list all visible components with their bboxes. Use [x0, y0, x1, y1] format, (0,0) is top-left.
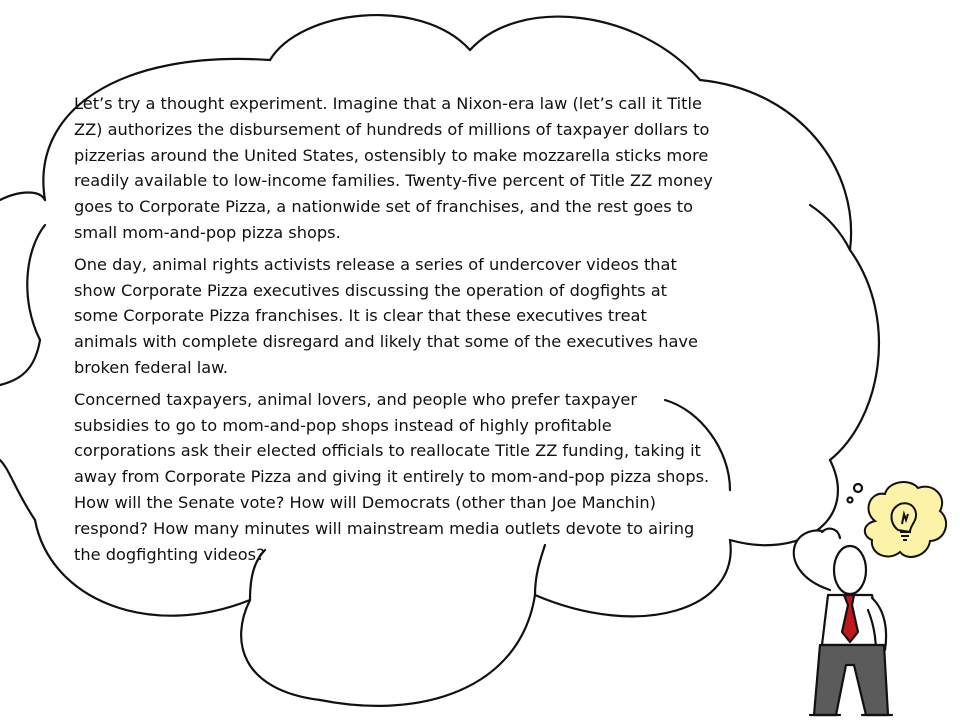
thought-text [74, 91, 714, 573]
thinking-man-illustration [770, 470, 960, 720]
paragraph-3: Concerned taxpayers, animal lovers, and people who prefer taxpayer subsidies to go to mom-and-pop shops instead of highly profitable corporations ask their elected officials to reallocate Title ZZ funding, taking it away from Corporate Pizza and giving it entirely to mom-and-pop pizza shops. How will the Senate vote? How will Democrats (other than Joe Manchin) respond? How many minutes will mainstream media outlets devote to airing the dogfighting videos? [74, 389, 710, 564]
paragraph-2: One day, animal rights activists release a series of undercover videos that show Corporate Pizza executives discussing the operation of dogfights at some Corporate Pizza franchises. It is clear that these executives treat animals with complete disregard and likely that some of the executives have broken federal law. [74, 254, 698, 377]
paragraph-1: Let’s try a thought experiment. Imagine that a Nixon-era law (let’s call it Title ZZ) authorizes the disbursement of hundreds of millions of taxpayer dollars to pizzerias around the United States, ostensibly to make mozzarella sticks more readily available to low-income families. Twenty-five percent of Title ZZ money goes to Corporate Pizza, a nationwide set of franchises, and the rest goes to small mom-and-pop pizza shops. [74, 94, 713, 242]
